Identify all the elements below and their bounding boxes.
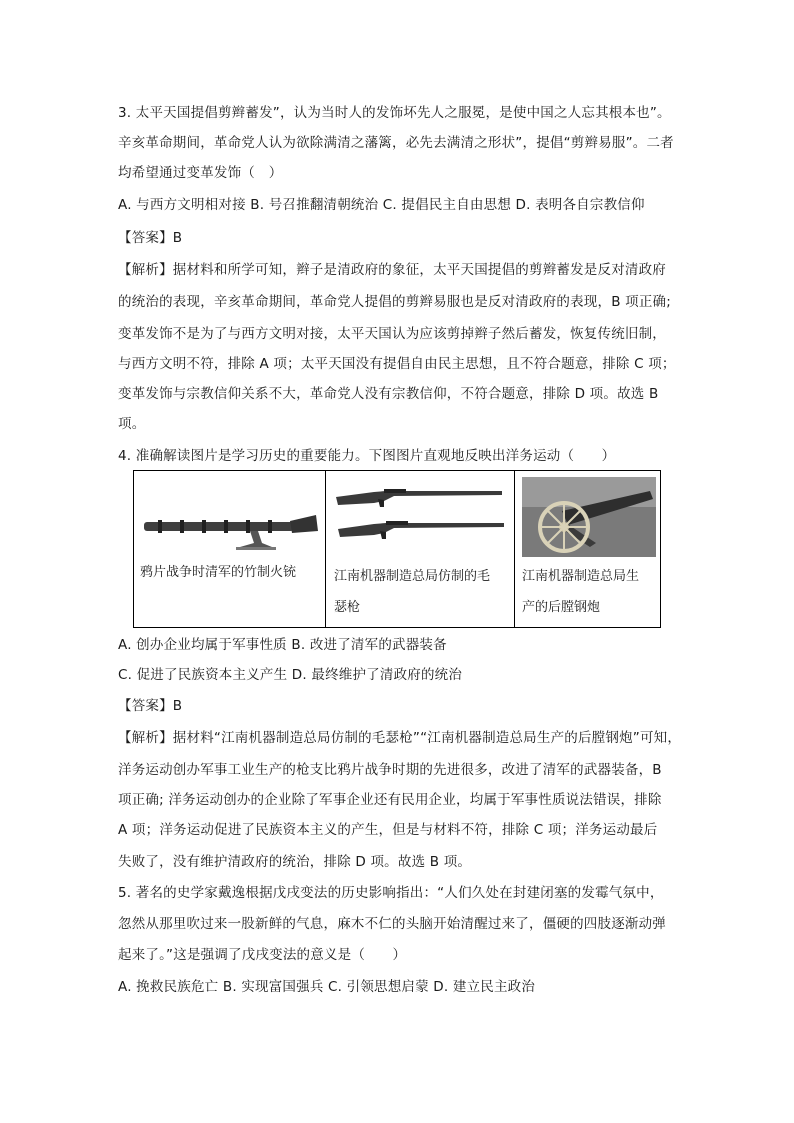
q3-analysis-line-5: 变革发饰与宗教信仰关系不大，革命党人没有宗教信仰，不符合题意，排除 D 项。故选 B (118, 386, 659, 402)
q3-analysis-line-1: 【解析】据材料和所学可知，辫子是清政府的象征，太平天国提倡的剪辫蓄发是反对清政府 (118, 262, 666, 278)
q4-options-ab: A. 创办企业均属于军事性质 B. 改进了清军的武器装备 (118, 637, 447, 653)
weapon-image-table (133, 470, 661, 628)
q3-answer: 【答案】B (118, 230, 183, 246)
q4-stem: 4. 准确解读图片是学习历史的重要能力。下图图片直观地反映出洋务运动（ ） (118, 448, 616, 464)
q4-options-cd: C. 促进了民族资本主义产生 D. 最终维护了清政府的统治 (118, 667, 463, 683)
q3-options: A. 与西方文明相对接 B. 号召推翻清朝统治 C. 提倡民主自由思想 D. 表明各自宗教信仰 (118, 197, 645, 213)
q5-options: A. 挽救民族危亡 B. 实现富国强兵 C. 引领思想启蒙 D. 建立民主政治 (118, 979, 536, 995)
q3-stem-line-3: 均希望通过变革发饰（ ） (118, 165, 283, 181)
q3-stem-line-1: 3. 太平天国提倡剪辫蓄发”，认为当时人的发饰坏先人之服冕，是使中国之人忘其根本也”。 (118, 105, 671, 121)
q5-stem-line-1: 5. 著名的史学家戴逸根据戊戌变法的历史影响指出：“人们久处在封建闭塞的发霉气氛中， (118, 885, 664, 901)
q3-analysis-line-4: 与西方文明不符，排除 A 项；太平天国没有提倡自由民主思想，且不符合题意，排除 C 项； (118, 356, 676, 372)
q4-analysis-line-5: 失败了，没有维护清政府的统治，排除 D 项。故选 B 项。 (118, 854, 472, 870)
q4-analysis-line-4: A 项；洋务运动促进了民族资本主义的产生，但是与材料不符，排除 C 项；洋务运动最后 (118, 822, 658, 838)
q3-analysis-line-6: 项。 (118, 416, 146, 432)
q3-stem-line-2: 辛亥革命期间，革命党人认为欲除满清之藩篱，必先去满清之形状”，提倡“剪辫易服”。二者 (118, 135, 674, 151)
steel-cannon-caption-line-2: 产的后膛钢炮 (522, 600, 601, 615)
steel-cannon-image (522, 477, 656, 557)
mauser-rifle-caption-line-2: 瑟枪 (334, 600, 361, 615)
cell-mauser-rifle (326, 471, 515, 628)
cell-bamboo-gun (134, 471, 326, 628)
q3-analysis-line-3: 变革发饰不是为了与西方文明对接，太平天国认为应该剪掉辫子然后蓄发，恢复传统旧制， (118, 326, 666, 342)
bamboo-gun-image (140, 501, 320, 553)
q5-stem-line-3: 起来了。”这是强调了戊戌变法的意义是（ ） (118, 947, 407, 963)
q4-analysis-line-3: 项正确; 洋务运动创办的企业除了军事企业还有民用企业，均属于军事性质说法错误，排除 (118, 792, 662, 808)
q4-analysis-line-2: 洋务运动创办军事工业生产的枪支比鸦片战争时期的先进很多，改进了清军的武器装备，B (118, 762, 662, 778)
q4-answer: 【答案】B (118, 698, 183, 714)
q5-stem-line-2: 忽然从那里吹过来一股新鲜的气息，麻木不仁的头脑开始清醒过来了，僵硬的四肢逐渐动弹 (118, 916, 666, 932)
q3-analysis-line-2: 的统治的表现，辛亥革命期间，革命党人提倡的剪辫易服也是反对清政府的表现，B 项正确; (118, 294, 671, 310)
cell-steel-cannon (515, 471, 661, 628)
mauser-rifle-image (334, 479, 506, 545)
bamboo-gun-caption: 鸦片战争时清军的竹制火铳 (140, 565, 297, 580)
q4-analysis-line-1: 【解析】据材料“江南机器制造总局仿制的毛瑟枪”“江南机器制造总局生产的后膛钢炮”可知， (118, 730, 682, 746)
mauser-rifle-caption-line-1: 江南机器制造总局仿制的毛 (334, 569, 491, 584)
steel-cannon-caption-line-1: 江南机器制造总局生 (522, 569, 640, 584)
